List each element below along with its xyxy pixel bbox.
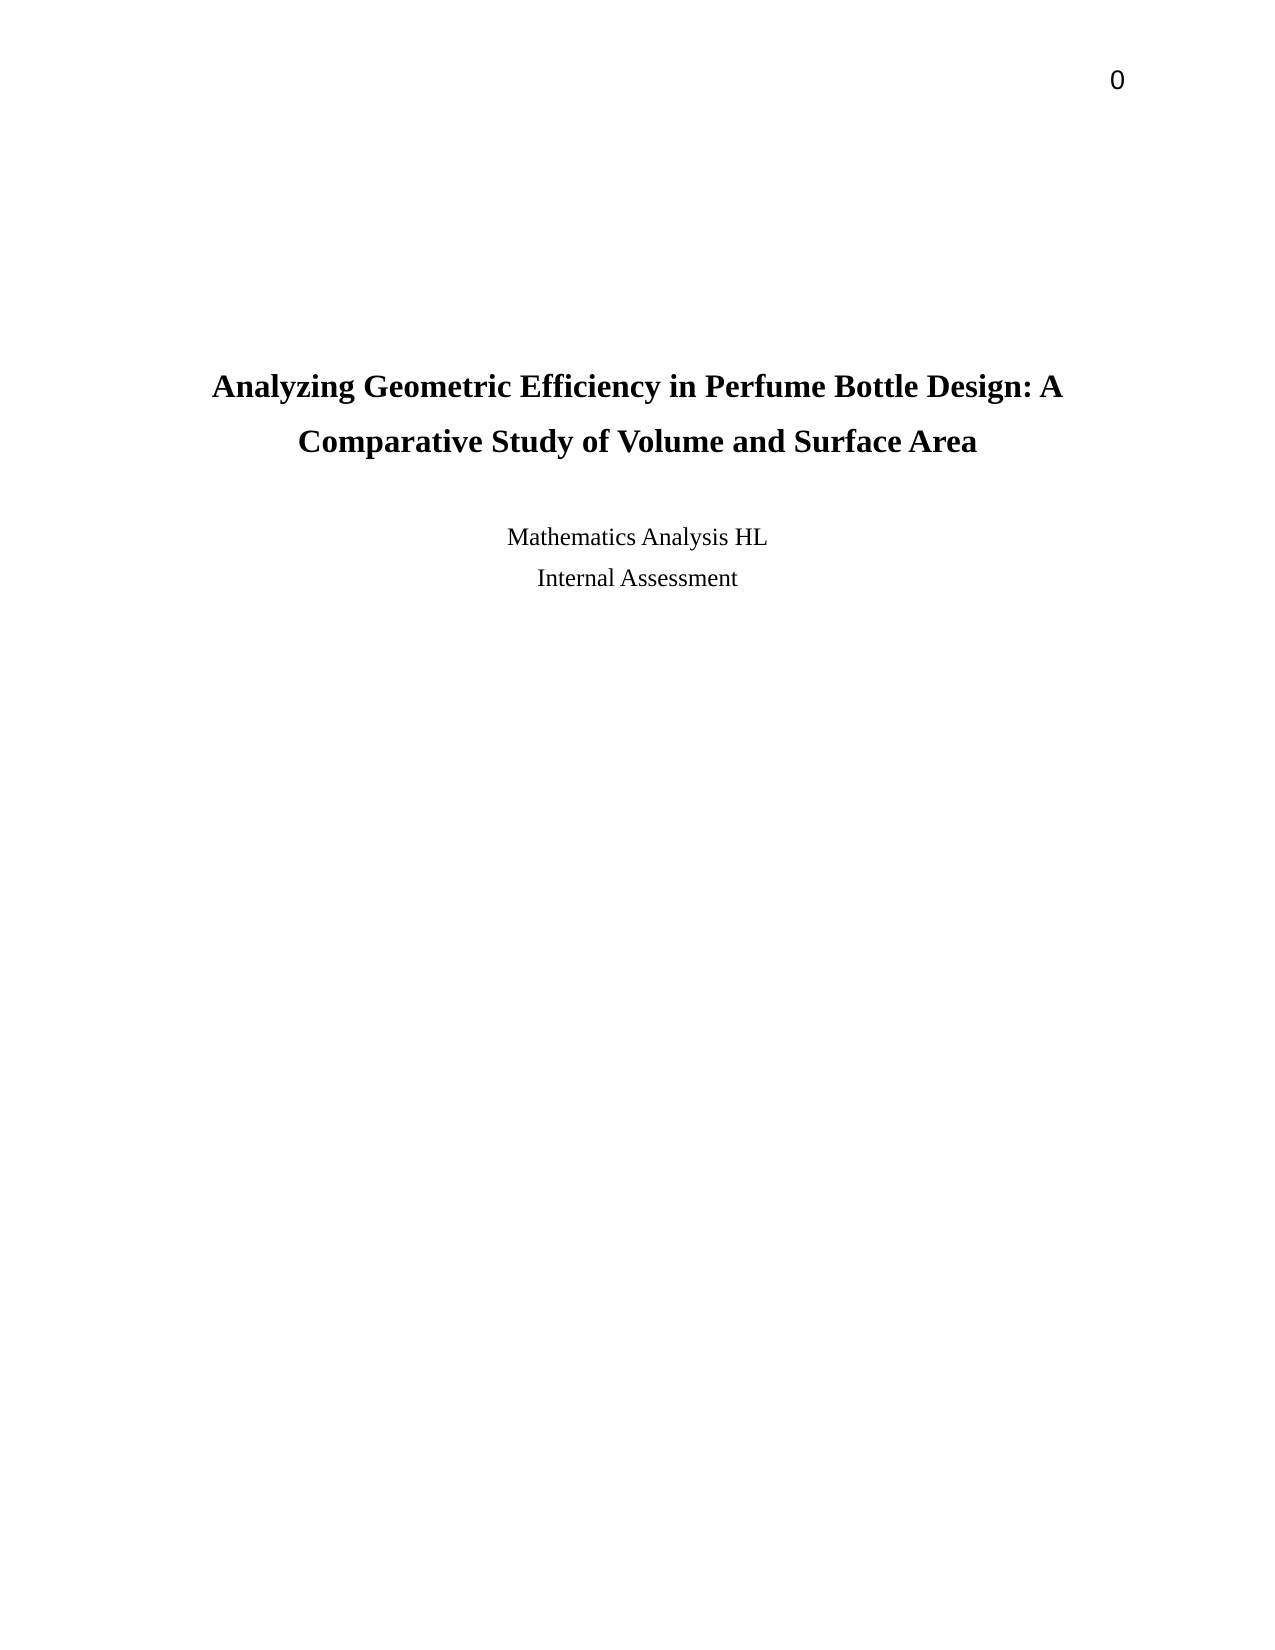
document-title [0,360,1275,470]
document-subtitle-line-2: Internal Assessment [537,565,738,592]
document-subtitle-line-1: Mathematics Analysis HL [506,524,769,551]
document-subtitle [0,517,1275,599]
document-title-line-2: Comparative Study of Volume and Surface Area [297,424,978,460]
page-number: 0 [1109,65,1125,95]
document-title-line-1: Analyzing Geometric Efficiency in Perfume Bottle Design: A [211,369,1064,405]
